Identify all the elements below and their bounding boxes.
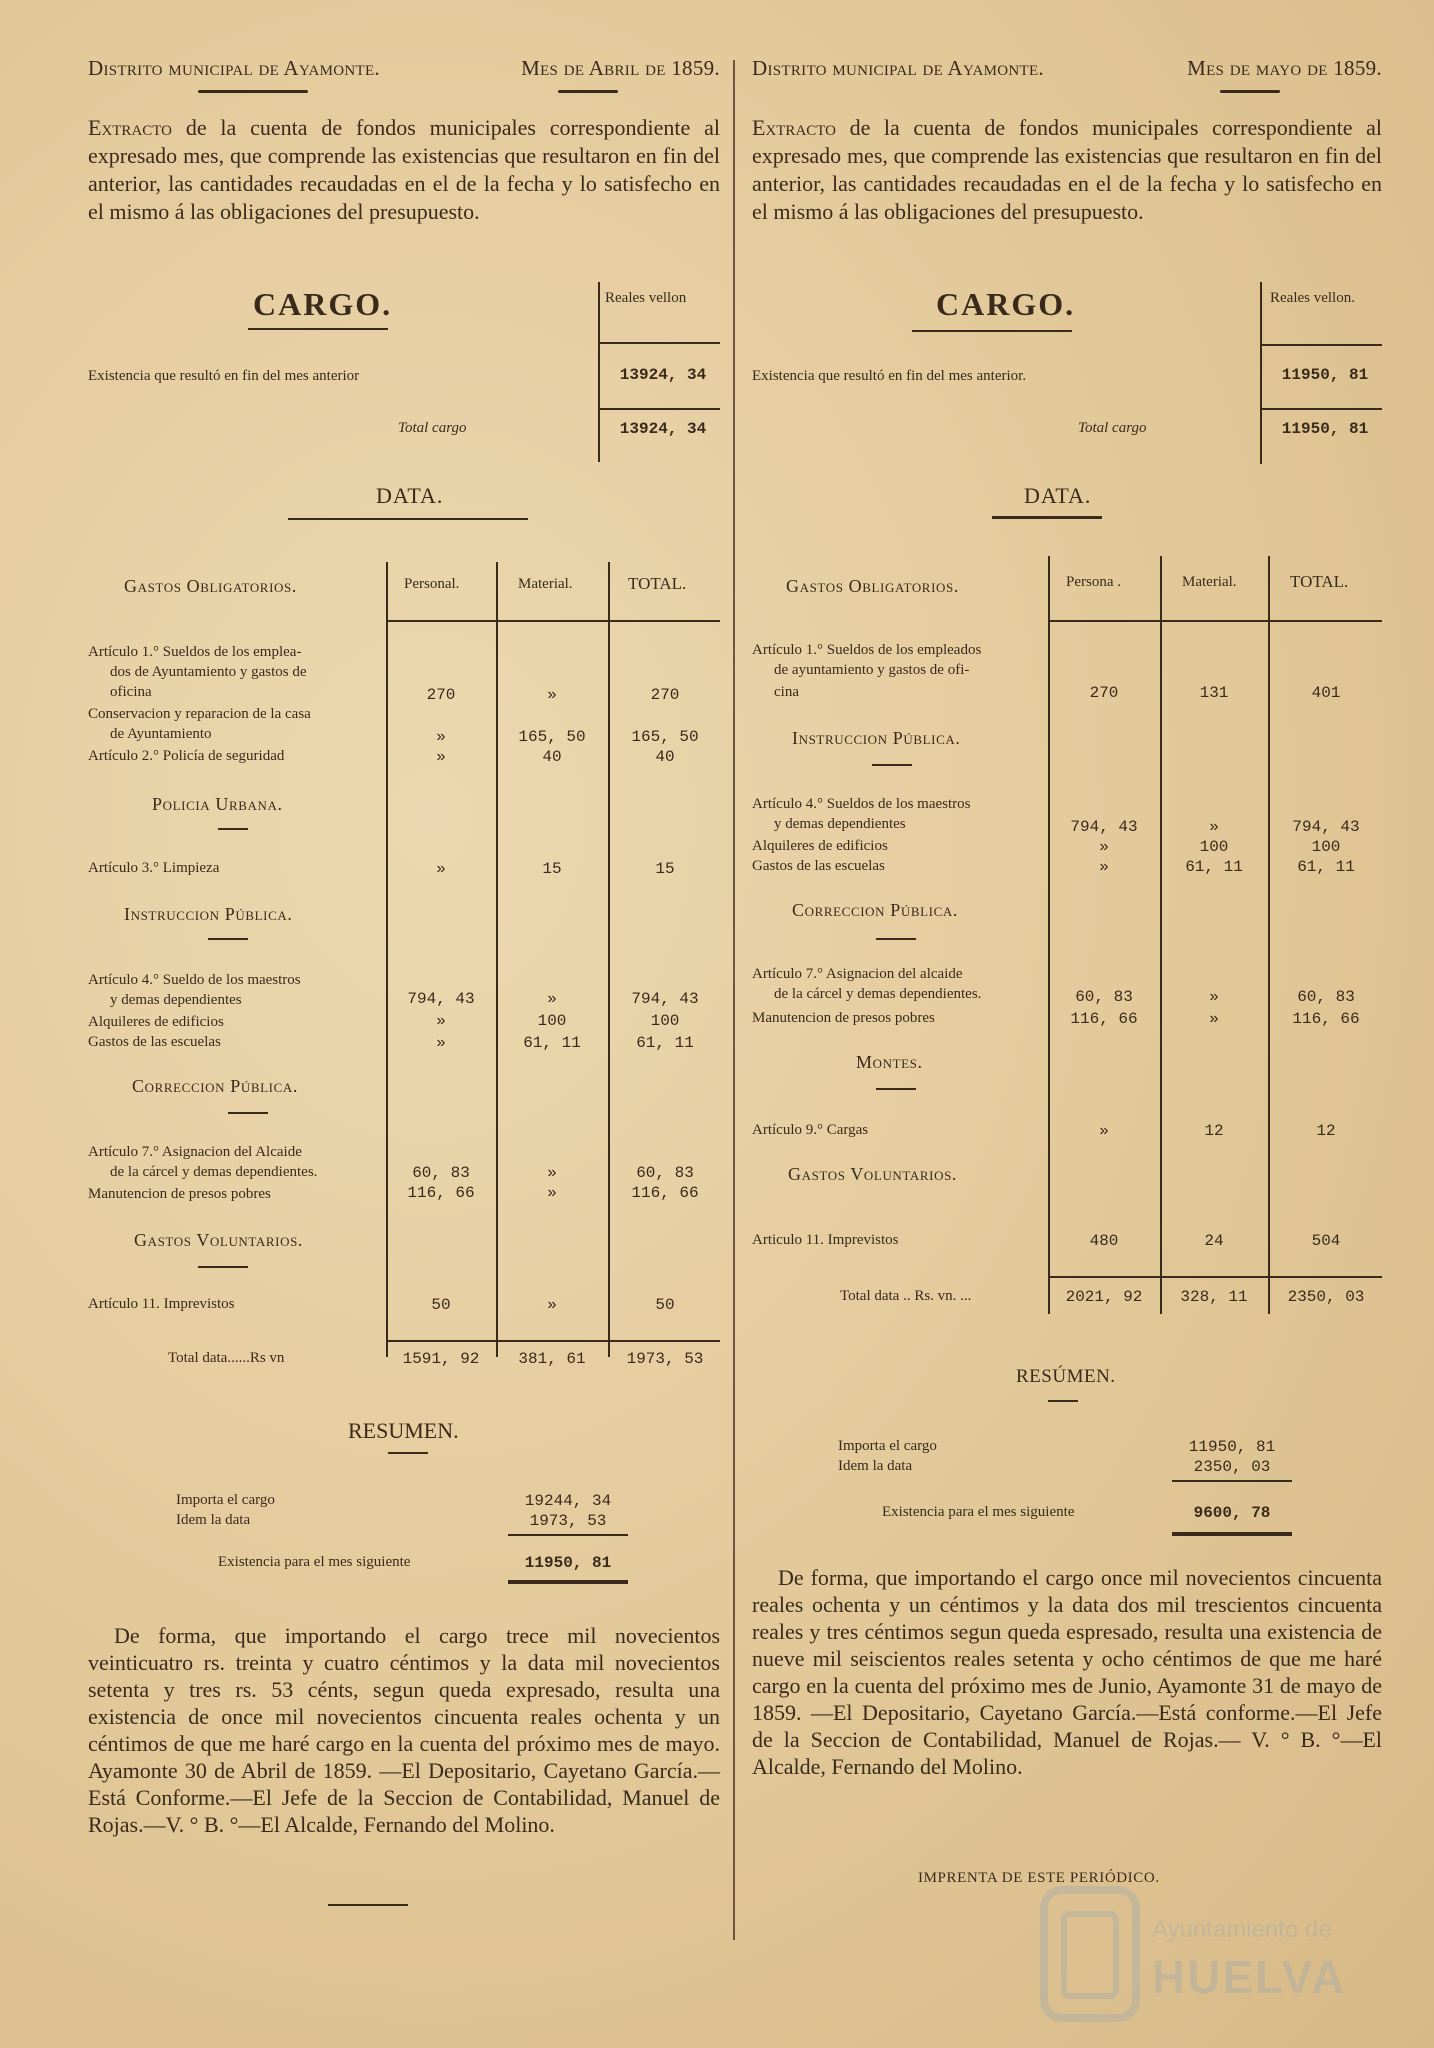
left-table-vline-2	[496, 562, 498, 1357]
right-intro-lead: Extracto	[752, 115, 836, 140]
left-cargo-hline	[598, 342, 720, 344]
right-cargo-vline	[1260, 282, 1262, 464]
left-table-vline-3	[608, 562, 610, 1357]
left-row-conservacion-personal: »	[436, 728, 446, 746]
left-art7-personal: 60, 83	[412, 1164, 470, 1182]
left-limpieza-total: 15	[655, 860, 675, 878]
left-limpieza-material: 15	[542, 860, 562, 878]
right-intro-text: de la cuenta de fondos municipales correspondiente al expresado mes, que comprende las existencias que resultaron en fin del anterior, las cantidades recaudadas en el de la fecha y lo satisfecho en el mismo á las obligaciones del presupuesto.	[752, 115, 1382, 224]
right-existencia-label: Existencia que resultó en fin del mes anterior.	[752, 368, 1027, 384]
right-art11-personal: 480	[1089, 1232, 1119, 1250]
left-policia-urbana: Policia Urbana.	[152, 794, 283, 814]
right-header-district: Distrito municipal de Ayamonte.	[752, 56, 1044, 80]
right-cargo-title: CARGO.	[936, 286, 1076, 322]
huelva-watermark-logo	[1030, 1880, 1370, 2030]
left-cargo-hline-2	[598, 408, 720, 410]
left-escuelas-label: Gastos de las escuelas	[88, 1034, 221, 1050]
left-col-material: Material.	[518, 576, 573, 592]
right-art1-personal: 270	[1089, 684, 1119, 702]
right-intro-paragraph	[752, 114, 1382, 226]
left-gastos-voluntarios: Gastos Voluntarios.	[134, 1230, 304, 1250]
left-gastos-obligatorios: Gastos Obligatorios.	[124, 576, 297, 596]
left-correccion-rule	[228, 1112, 268, 1114]
left-row-art1-material: »	[547, 686, 557, 704]
right-montes-rule	[876, 1088, 916, 1090]
left-row-art1-line3: oficina	[110, 684, 152, 700]
left-header-ornament-2	[558, 90, 618, 93]
right-col-total: TOTAL.	[1290, 572, 1349, 591]
left-header	[88, 56, 720, 86]
left-row-art2-label: Artículo 2.° Policía de seguridad	[88, 748, 285, 764]
right-importa-cargo-label: Importa el cargo	[838, 1438, 937, 1454]
left-resumen-title: RESUMEN.	[348, 1418, 459, 1443]
left-existencia-underline	[508, 1580, 628, 1584]
right-art4-total: 794, 43	[1292, 818, 1360, 836]
right-cargo-underline	[912, 330, 1072, 332]
left-correccion-publica: Correccion Pública.	[132, 1076, 298, 1096]
right-existencia-value: 11950, 81	[1281, 366, 1369, 384]
right-manutencion-total: 116, 66	[1292, 1010, 1360, 1028]
right-montes: Montes.	[856, 1052, 923, 1072]
right-header-ornament	[1220, 90, 1280, 93]
left-row-conservacion-line2: de Ayuntamiento	[110, 726, 212, 742]
right-idem-data-label: Idem la data	[838, 1458, 913, 1474]
left-importa-cargo-value: 19244, 34	[524, 1492, 612, 1510]
left-art4-total: 794, 43	[631, 990, 699, 1008]
right-existencia-underline	[1172, 1532, 1292, 1536]
left-cargo-underline	[248, 328, 388, 330]
right-art7-line1: Artículo 7.° Asignacion del alcaide	[752, 966, 963, 982]
left-total-cargo-label: Total cargo	[398, 420, 467, 436]
left-total-cargo-value: 13924, 34	[619, 420, 707, 438]
right-art7-line2: de la cárcel y demas dependientes.	[774, 986, 982, 1002]
left-cargo-vline	[598, 282, 600, 462]
left-row-art1-line1: Artículo 1.° Sueldos de los emplea-	[88, 644, 302, 660]
seal-icon	[1030, 1880, 1150, 2030]
right-total-data-material: 328, 11	[1180, 1288, 1248, 1306]
left-art11-label: Artículo 11. Imprevistos	[88, 1296, 235, 1312]
left-cargo-title: CARGO.	[253, 286, 393, 322]
right-art4-line1: Artículo 4.° Sueldos de los maestros	[752, 796, 971, 812]
right-art9-total: 12	[1316, 1122, 1336, 1140]
right-header-month: Mes de mayo de 1859.	[1187, 56, 1382, 80]
left-column	[88, 0, 720, 2048]
left-data-underline	[288, 518, 528, 520]
right-instruccion-publica: Instruccion Pública.	[792, 728, 961, 748]
right-art9-label: Artículo 9.° Cargas	[752, 1122, 869, 1138]
left-art7-line1: Artículo 7.° Asignacion del Alcaide	[88, 1144, 302, 1160]
right-table-total-rule	[1048, 1276, 1382, 1278]
right-total-cargo-value: 11950, 81	[1281, 420, 1369, 438]
right-existencia-sig-label: Existencia para el mes siguiente	[882, 1504, 1075, 1520]
left-existencia-value: 13924, 34	[619, 366, 707, 384]
right-alquileres-label: Alquileres de edificios	[752, 838, 888, 854]
left-total-data-material: 381, 61	[518, 1350, 586, 1368]
right-art4-material: »	[1209, 818, 1219, 836]
left-art4-line1: Artículo 4.° Sueldo de los maestros	[88, 972, 301, 988]
right-gastos-obligatorios: Gastos Obligatorios.	[786, 576, 959, 596]
right-importa-cargo-value: 11950, 81	[1188, 1438, 1276, 1456]
left-col-personal: Personal.	[404, 576, 460, 592]
left-importa-cargo-label: Importa el cargo	[176, 1492, 275, 1508]
right-art11-material: 24	[1204, 1232, 1224, 1250]
right-art1-line3: cina	[774, 684, 799, 700]
left-row-art1-personal: 270	[426, 686, 456, 704]
left-row-art2-personal: »	[436, 748, 446, 766]
right-art7-personal: 60, 83	[1075, 988, 1133, 1006]
right-alquileres-personal: »	[1099, 838, 1109, 856]
left-table-vline-1	[386, 562, 388, 1357]
left-header-ornament	[198, 90, 308, 93]
right-correccion-publica: Correccion Pública.	[792, 900, 958, 920]
left-escuelas-material: 61, 11	[523, 1034, 581, 1052]
left-closing-paragraph: De forma, que importando el cargo trece mil novecientos veinticuatro rs. treinta y cuatro céntimos y la data mil novecientos setenta y tres rs. 53 cénts, segun queda expresado, resulta una existencia de once mil novecientos cincuenta reales ochenta y un céntimos de que me haré cargo en la cuenta del próximo mes de mayo. Ayamonte 30 de Abril de 1859. —El Depositario, Cayetano García.—Está Conforme.—El Jefe de la Seccion de Contabilidad, Manuel de Rojas.—V. ° B. °—El Alcalde, Fernando del Molino.	[88, 1623, 720, 1837]
right-resumen-rule	[1048, 1400, 1078, 1402]
left-idem-data-value: 1973, 53	[529, 1512, 607, 1530]
left-alquileres-label: Alquileres de edificios	[88, 1014, 224, 1030]
left-manutencion-personal: 116, 66	[407, 1184, 475, 1202]
left-manutencion-total: 116, 66	[631, 1184, 699, 1202]
left-existencia-label: Existencia que resultó en fin del mes anterior	[88, 368, 360, 384]
left-existencia-sig-label: Existencia para el mes siguiente	[218, 1554, 411, 1570]
right-alquileres-total: 100	[1311, 838, 1341, 856]
left-art7-line2: de la cárcel y demas dependientes.	[110, 1164, 318, 1180]
right-instruccion-rule	[872, 764, 912, 766]
right-art1-line2: de ayuntamiento y gastos de ofi-	[774, 662, 970, 678]
left-resumen-rule	[388, 1452, 428, 1454]
left-intro-text: de la cuenta de fondos municipales correspondiente al expresado mes, que comprende las existencias que resultaron en fin del anterior, las cantidades recaudadas en el de la fecha y lo satisfecho en el mismo á las obligaciones del presupuesto.	[88, 115, 720, 224]
right-table-vline-1	[1048, 556, 1050, 1314]
right-data-title: DATA.	[1024, 483, 1092, 508]
left-row-art2-total: 40	[655, 748, 675, 766]
right-table-header-rule	[1048, 620, 1382, 622]
left-table-header-rule	[386, 620, 720, 622]
right-art4-personal: 794, 43	[1070, 818, 1138, 836]
left-total-data-total: 1973, 53	[626, 1350, 704, 1368]
right-total-data-total: 2350, 03	[1287, 1288, 1365, 1306]
left-resumen-sum-rule	[508, 1534, 628, 1536]
left-art4-personal: 794, 43	[407, 990, 475, 1008]
left-art7-total: 60, 83	[636, 1164, 694, 1182]
left-row-art1-line2: dos de Ayuntamiento y gastos de	[110, 664, 307, 680]
left-row-conservacion-total: 165, 50	[631, 728, 699, 746]
left-escuelas-personal: »	[436, 1034, 446, 1052]
right-art9-material: 12	[1204, 1122, 1224, 1140]
right-data-underline	[992, 516, 1102, 519]
left-total-data-personal: 1591, 92	[402, 1350, 480, 1368]
right-existencia-sig-value: 9600, 78	[1193, 1504, 1271, 1522]
right-table-vline-2	[1160, 556, 1162, 1314]
left-instruccion-rule	[208, 938, 248, 940]
left-alquileres-total: 100	[650, 1012, 680, 1030]
right-manutencion-personal: 116, 66	[1070, 1010, 1138, 1028]
vertical-column-rule	[733, 60, 735, 1940]
right-art1-material: 131	[1199, 684, 1229, 702]
left-row-conservacion-line1: Conservacion y reparacion de la casa	[88, 706, 311, 722]
right-escuelas-material: 61, 11	[1185, 858, 1243, 876]
left-policia-rule	[218, 828, 248, 830]
right-art7-material: »	[1209, 988, 1219, 1006]
watermark-line2: HUELVA	[1152, 1951, 1347, 2003]
left-art4-material: »	[547, 990, 557, 1008]
left-reales-header: Reales vellon	[605, 290, 687, 306]
left-manutencion-label: Manutencion de presos pobres	[88, 1186, 271, 1202]
right-art1-line1: Artículo 1.° Sueldos de los empleados	[752, 642, 982, 658]
left-row-art2-material: 40	[542, 748, 562, 766]
right-imprenta-footer: IMPRENTA DE ESTE PERIÓDICO.	[918, 1870, 1160, 1886]
right-art11-total: 504	[1311, 1232, 1341, 1250]
right-escuelas-personal: »	[1099, 858, 1109, 876]
right-column	[752, 0, 1382, 2048]
right-manutencion-label: Manutencion de presos pobres	[752, 1010, 935, 1026]
left-art11-personal: 50	[431, 1296, 451, 1314]
right-table-vline-3	[1268, 556, 1270, 1314]
right-total-data-label: Total data .. Rs. vn. ...	[840, 1288, 972, 1304]
left-art4-line2: y demas dependientes	[110, 992, 242, 1008]
left-voluntarios-rule	[198, 1266, 248, 1268]
watermark-line1: Ayuntamiento de	[1152, 1916, 1332, 1943]
left-table-total-rule	[386, 1340, 720, 1342]
left-limpieza-personal: »	[436, 860, 446, 878]
right-resumen-title: RESÚMEN.	[1016, 1366, 1116, 1387]
right-col-material: Material.	[1182, 574, 1237, 590]
right-art4-line2: y demas dependientes	[774, 816, 906, 832]
left-alquileres-material: 100	[537, 1012, 567, 1030]
left-col-total: TOTAL.	[628, 574, 687, 593]
left-escuelas-total: 61, 11	[636, 1034, 694, 1052]
left-header-district: Distrito municipal de Ayamonte.	[88, 56, 380, 80]
left-header-month: Mes de Abril de 1859.	[521, 56, 720, 80]
right-escuelas-label: Gastos de las escuelas	[752, 858, 885, 874]
right-art9-personal: »	[1099, 1122, 1109, 1140]
right-closing-paragraph: De forma, que importando el cargo once mil novecientos cincuenta reales ochenta y un céntimos y la data dos mil trescientos cincuenta reales y tres céntimos segun queda espresado, resulta una existencia de nueve mil seiscientos reales setenta y ocho céntimos de que me haré cargo en la cuenta del próximo mes de Junio, Ayamonte 31 de mayo de 1859. —El Depositario, Cayetano García.—Está conforme.—El Jefe de la Seccion de Contabilidad, Manuel de Rojas.— V. ° B. °—El Alcalde, Fernando del Molino.	[752, 1565, 1382, 1779]
right-escuelas-total: 61, 11	[1297, 858, 1355, 876]
left-art7-material: »	[547, 1164, 557, 1182]
left-art11-total: 50	[655, 1296, 675, 1314]
left-existencia-sig-value: 11950, 81	[524, 1554, 612, 1572]
right-cargo-hline	[1260, 344, 1382, 346]
right-art7-total: 60, 83	[1297, 988, 1355, 1006]
right-art11-label: Articulo 11. Imprevistos	[752, 1232, 899, 1248]
right-total-data-personal: 2021, 92	[1065, 1288, 1143, 1306]
left-row-conservacion-material: 165, 50	[518, 728, 586, 746]
right-cargo-hline-2	[1260, 408, 1382, 410]
left-total-data-label: Total data......Rs vn	[168, 1350, 285, 1366]
left-closing-rule	[328, 1904, 408, 1906]
right-manutencion-material: »	[1209, 1010, 1219, 1028]
left-instruccion-publica: Instruccion Pública.	[124, 904, 293, 924]
right-correccion-rule	[876, 938, 916, 940]
left-data-title: DATA.	[376, 483, 444, 508]
right-gastos-voluntarios: Gastos Voluntarios.	[788, 1164, 958, 1184]
left-idem-data-label: Idem la data	[176, 1512, 251, 1528]
left-intro-paragraph	[88, 114, 720, 226]
right-header	[752, 56, 1382, 86]
left-art11-material: »	[547, 1296, 557, 1314]
right-alquileres-material: 100	[1199, 838, 1229, 856]
right-resumen-sum-rule	[1172, 1480, 1292, 1482]
left-limpieza-label: Artículo 3.° Limpieza	[88, 860, 220, 876]
left-row-art1-total: 270	[650, 686, 680, 704]
left-alquileres-personal: »	[436, 1012, 446, 1030]
right-reales-header: Reales vellon.	[1270, 290, 1355, 306]
right-col-personal: Persona .	[1066, 574, 1121, 590]
right-total-cargo-label: Total cargo	[1078, 420, 1147, 436]
right-idem-data-value: 2350, 03	[1193, 1458, 1271, 1476]
left-intro-lead: Extracto	[88, 115, 172, 140]
left-manutencion-material: »	[547, 1184, 557, 1202]
right-art1-total: 401	[1311, 684, 1341, 702]
